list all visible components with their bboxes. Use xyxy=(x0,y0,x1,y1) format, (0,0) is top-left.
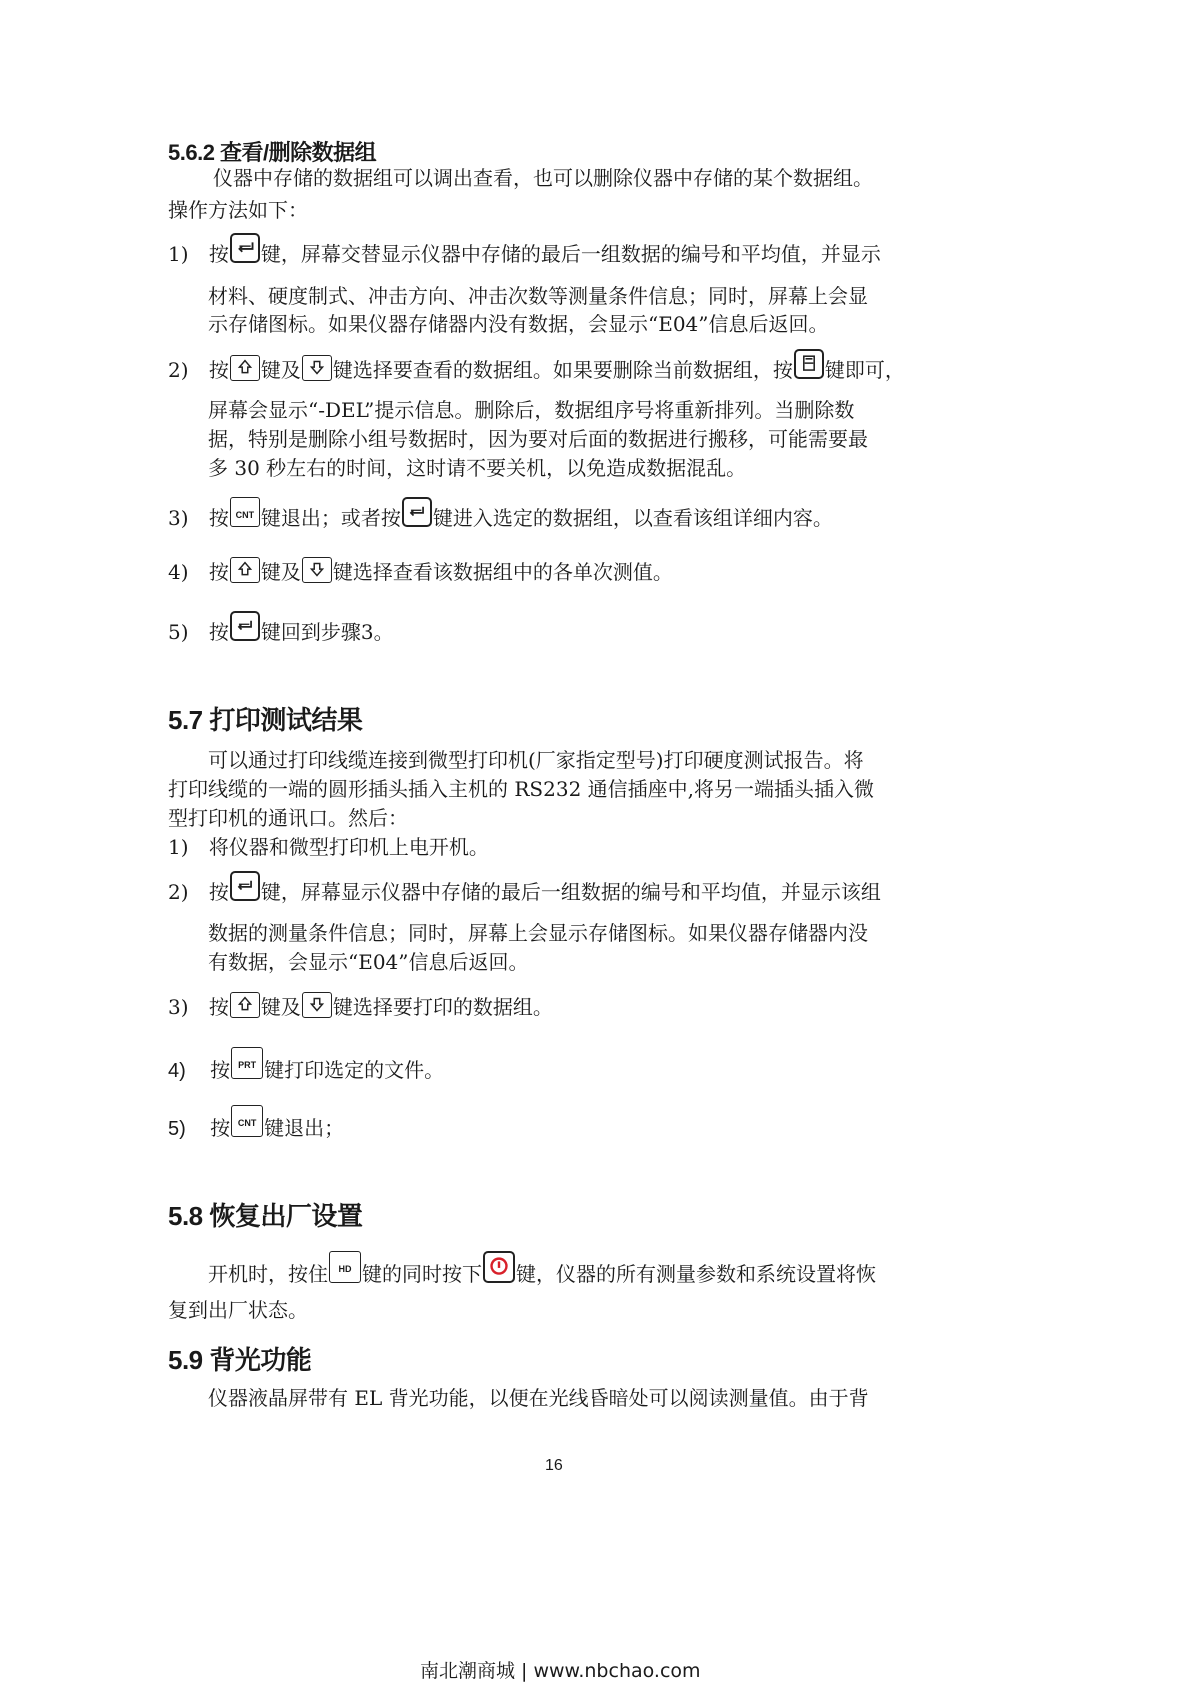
step-4: 4) 按 键及 键选择查看该数据组中的各单次测值。 xyxy=(168,556,673,588)
intro-line-2: 操作方法如下： xyxy=(168,198,308,222)
power-key-icon xyxy=(483,1251,515,1283)
step-2-line-2: 屏幕会显示“-DEL”提示信息。删除后，数据组序号将重新排列。当删除数 xyxy=(208,398,855,422)
section-heading-5-6-2: 5.6.2 查看/删除数据组 xyxy=(168,140,377,165)
paragraph-line-1: 可以通过打印线缆连接到微型打印机(厂家指定型号)打印硬度测试报告。将 xyxy=(208,748,864,772)
enter-key-icon xyxy=(230,611,260,641)
step-3: 3) 按 CNT 键退出；或者按 键进入选定的数据组，以查看该组详细内容。 xyxy=(168,502,833,534)
step-5: 5) 按 键回到步骤3。 xyxy=(168,616,394,648)
page-number: 16 xyxy=(545,1457,563,1474)
enter-key-icon xyxy=(230,871,260,901)
backlight-line-1: 仪器液晶屏带有 EL 背光功能，以便在光线昏暗处可以阅读测量值。由于背 xyxy=(208,1386,869,1410)
print-step-2-line-2: 数据的测量条件信息；同时，屏幕上会显示存储图标。如果仪器存储器内没 xyxy=(208,921,868,945)
step-1-line-3: 示存储图标。如果仪器存储器内没有数据，会显示“E04”信息后返回。 xyxy=(208,312,829,336)
prt-key-icon: PRT xyxy=(231,1047,263,1079)
intro-line-1: 仪器中存储的数据组可以调出查看，也可以删除仪器中存储的某个数据组。 xyxy=(213,166,873,190)
hd-key-icon: HD xyxy=(329,1251,361,1283)
section-heading-5-9: 5.9 背光功能 xyxy=(168,1345,312,1375)
section-heading-5-7: 5.7 打印测试结果 xyxy=(168,705,363,735)
print-step-2: 2) 按 键，屏幕显示仪器中存储的最后一组数据的编号和平均值，并显示该组 xyxy=(168,876,881,908)
print-step-2-line-3: 有数据，会显示“E04”信息后返回。 xyxy=(208,950,529,974)
enter-key-icon xyxy=(402,497,432,527)
down-arrow-key-icon xyxy=(302,355,332,381)
paragraph-line-2: 打印线缆的一端的圆形插头插入主机的 RS232 通信插座中,将另一端插头插入微 xyxy=(168,777,875,801)
down-arrow-key-icon xyxy=(302,992,332,1018)
paragraph-line-3: 型打印机的通讯口。然后： xyxy=(168,806,408,830)
step-number: 1) xyxy=(168,242,189,266)
cnt-key-icon: CNT xyxy=(230,497,260,527)
enter-key-icon xyxy=(230,233,260,263)
print-step-5: 5) 按 CNT 键退出； xyxy=(168,1112,344,1145)
print-step-3: 3) 按 键及 键选择要打印的数据组。 xyxy=(168,991,553,1023)
save-key-icon xyxy=(794,349,824,379)
footer-brand: 南北潮商城 | www.nbchao.com xyxy=(420,1660,701,1682)
cnt-key-icon: CNT xyxy=(231,1105,263,1137)
step-1: 1) 按 键，屏幕交替显示仪器中存储的最后一组数据的编号和平均值，并显示 xyxy=(168,238,881,270)
up-arrow-key-icon xyxy=(230,355,260,381)
down-arrow-key-icon xyxy=(302,557,332,583)
step-2: 2) 按 键及 键选择要查看的数据组。如果要删除当前数据组，按 键即可， xyxy=(168,354,905,386)
print-step-4: 4) 按 PRT 键打印选定的文件。 xyxy=(168,1054,444,1087)
print-step-1: 1) 将仪器和微型打印机上电开机。 xyxy=(168,835,489,859)
step-1-line-2: 材料、硬度制式、冲击方向、冲击次数等测量条件信息；同时，屏幕上会显 xyxy=(208,284,868,308)
up-arrow-key-icon xyxy=(230,992,260,1018)
step-2-line-4: 多 30 秒左右的时间，这时请不要关机，以免造成数据混乱。 xyxy=(208,456,747,480)
section-heading-5-8: 5.8 恢复出厂设置 xyxy=(168,1201,363,1231)
step-2-line-3: 据，特别是删除小组号数据时，因为要对后面的数据进行搬移，可能需要最 xyxy=(208,427,868,451)
factory-reset-line-1: 开机时，按住 HD 键的同时按下 键，仪器的所有测量参数和系统设置将恢 xyxy=(208,1258,876,1290)
factory-reset-line-2: 复到出厂状态。 xyxy=(168,1298,308,1322)
up-arrow-key-icon xyxy=(230,557,260,583)
